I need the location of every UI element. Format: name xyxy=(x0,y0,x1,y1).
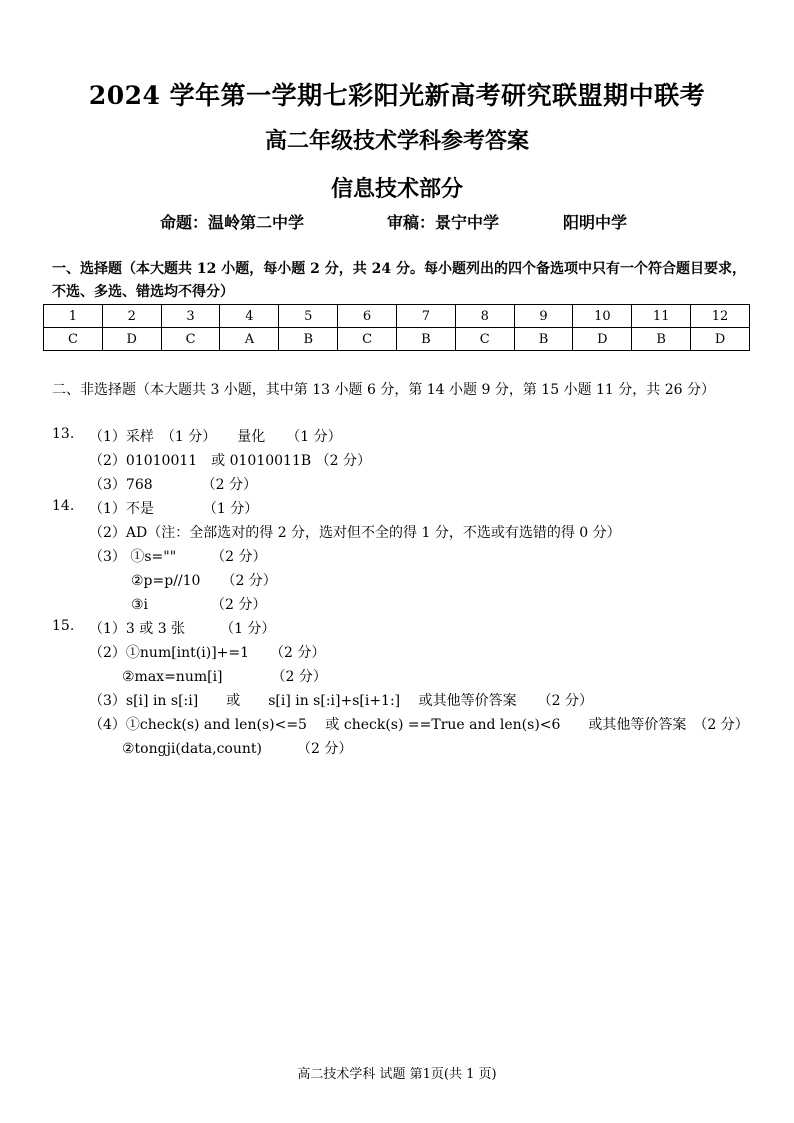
table-cell-number: 8 xyxy=(455,305,514,328)
q13-answer-2: （2）01010011 或 01010011B （2 分） xyxy=(89,453,371,469)
answer-table-answers-row xyxy=(44,328,750,351)
table-cell-answer: D xyxy=(102,328,161,351)
q15-answer-2-1: （2）①num[int(i)]+=1 （2 分） xyxy=(89,645,326,661)
table-cell-answer: D xyxy=(691,328,750,351)
q15-answer-4-2: ②tongji(data,count) （2 分） xyxy=(122,741,353,757)
author-label: 命题：温岭第二中学 xyxy=(160,213,305,232)
section-title: 信息技术部分 xyxy=(330,176,463,202)
q15-answer-2-2: ②max=num[i] （2 分） xyxy=(122,669,327,685)
reviewer-label: 审稿：景宁中学 xyxy=(387,213,500,232)
exam-title: 2024 学年第一学期七彩阳光新高考研究联盟期中联考 xyxy=(88,81,706,110)
answer-table xyxy=(43,304,750,351)
q14-answer-3-1: （3） ①s="" （2 分） xyxy=(89,549,267,565)
q13-answer-1: （1）采样 （1 分） 量化 （1 分） xyxy=(89,429,342,445)
table-cell-number: 10 xyxy=(573,305,632,328)
table-cell-answer: C xyxy=(161,328,220,351)
q15-number: 15. xyxy=(52,618,75,634)
reviewer2-label: 阳明中学 xyxy=(563,213,628,232)
table-cell-number: 3 xyxy=(161,305,220,328)
table-cell-answer: B xyxy=(396,328,455,351)
table-cell-number: 7 xyxy=(396,305,455,328)
table-cell-number: 4 xyxy=(220,305,279,328)
q13-number: 13. xyxy=(52,426,75,442)
q15-answer-1: （1）3 或 3 张 （1 分） xyxy=(89,621,276,637)
section1-heading: 一、选择题（本大题共 12 小题，每小题 2 分，共 24 分。每小题列出的四个备选项中只有一个符合题目要求，不选、多选、错选均不得分） xyxy=(52,261,746,300)
table-cell-answer: A xyxy=(220,328,279,351)
table-cell-answer: B xyxy=(632,328,691,351)
q14-number: 14. xyxy=(52,498,75,514)
q14-answer-2: （2）AD（注：全部选对的得 2 分，选对但不全的得 1 分，不选或有选错的得 0 分） xyxy=(89,525,621,541)
table-cell-number: 5 xyxy=(279,305,338,328)
q13-answer-3: （3）768 （2 分） xyxy=(89,477,257,493)
page-footer: 高二技术学科 试题 第1页(共 1 页) xyxy=(297,1067,497,1082)
table-cell-answer: C xyxy=(338,328,397,351)
q14-answer-3-3: ③i （2 分） xyxy=(131,597,267,613)
section2-heading: 二、非选择题（本大题共 3 小题，其中第 13 小题 6 分，第 14 小题 9 分，第 15 小题 11 分，共 26 分） xyxy=(52,382,715,398)
table-cell-number: 6 xyxy=(338,305,397,328)
table-cell-number: 9 xyxy=(514,305,573,328)
table-cell-number: 2 xyxy=(102,305,161,328)
table-cell-number: 1 xyxy=(44,305,103,328)
exam-subtitle: 高二年级技术学科参考答案 xyxy=(264,128,529,154)
table-cell-answer: B xyxy=(279,328,338,351)
q14-answer-1: （1）不是 （1 分） xyxy=(89,501,259,517)
q15-answer-4-1: （4）①check(s) and len(s)<=5 或 check(s) ==True and len(s)<6 或其他等价答案 （2 分） xyxy=(89,717,749,733)
q15-answer-3: （3）s[i] in s[:i] 或 s[i] in s[:i]+s[i+1:] 或其他等价答案 （2 分） xyxy=(89,693,593,709)
q14-answer-3-2: ②p=p//10 （2 分） xyxy=(131,573,277,589)
table-cell-answer: B xyxy=(514,328,573,351)
table-cell-answer: C xyxy=(44,328,103,351)
table-cell-answer: D xyxy=(573,328,632,351)
answer-table-numbers-row xyxy=(44,305,750,328)
table-cell-number: 12 xyxy=(691,305,750,328)
table-cell-number: 11 xyxy=(632,305,691,328)
table-cell-answer: C xyxy=(455,328,514,351)
